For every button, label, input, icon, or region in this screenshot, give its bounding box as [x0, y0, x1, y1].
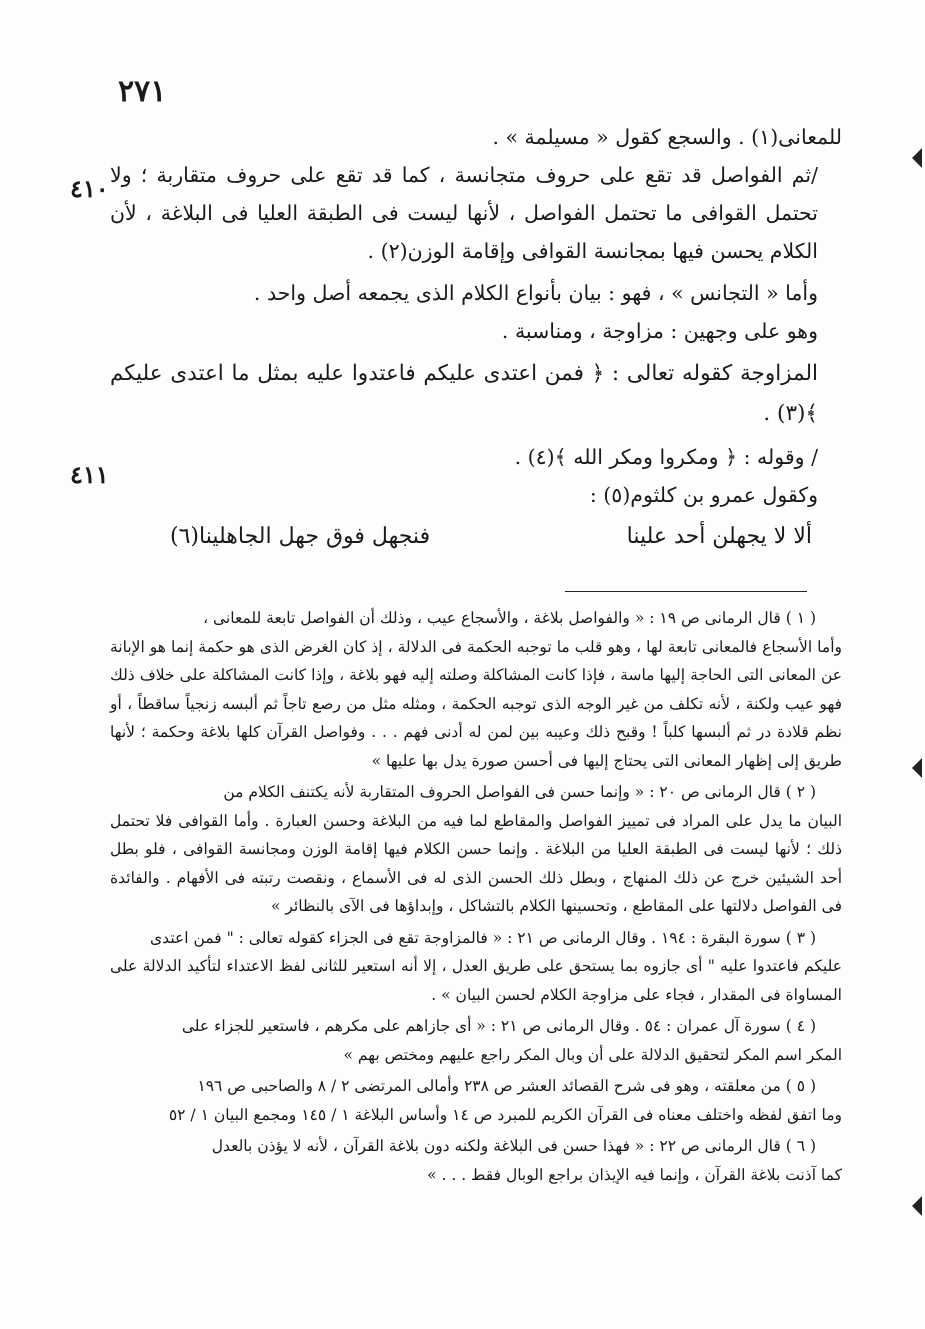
footnotes	[110, 604, 842, 1192]
footnote-2	[110, 778, 842, 921]
footnote-5	[110, 1072, 842, 1129]
footnote-4	[110, 1012, 842, 1069]
footnote-6-first-line: ( ٦ ) قال الرمانى ص ٢٢ : « فهذا حسن فى البلاغة ولكنه دون بلاغة القرآن ، لأنه لا يؤذن بالعدل	[211, 1137, 816, 1155]
margin-marker-icon	[912, 758, 922, 778]
margin-marker-icon	[912, 148, 922, 168]
footnote-1-body: وأما الأسجاع فالمعانى تابعة لها ، وهو قلب ما توجبه الحكمة فى الدلالة ، إذ كان الغرض الذى هو حكمة إنما هو الإبانة عن المعانى التى الحاجة إليها ماسة ، فإذا كانت المشاكلة وصلته إليه فهو بلاغة ، وإذا كانت المشاكلة على خلاف ذلك فهو عيب ولكنة ، لأنه تكلف من غير الوجه الذى توجبه الحكمة ، ومثله مثل من رصع تاجاً ثم ألبسه زنجياً ساقطاً ، أو نظم قلادة در ثم ألبسها كلباً ! وقبح ذلك وعيبه بين لمن له أدنى فهم . . . وفواصل القرآن كلها بلاغة وحكمة ؛ لأنها طريق إلى إظهار المعانى التى يحتاج إليها فى أحسن صورة يدل بها عليها »	[110, 637, 842, 770]
margin-number-410: ٤١٠	[70, 174, 109, 203]
footnote-5-body: وما اتفق لفظه واختلف معناه فى القرآن الكريم للمبرد ص ١٤ وأساس البلاغة ١ / ١٤٥ ومجمع البيان ١ / ٥٢	[168, 1105, 842, 1124]
footnote-4-body: المكر اسم المكر لتحقيق الدلالة على أن وبال المكر راجع عليهم ومختص بهم »	[343, 1045, 842, 1064]
paragraph-7: وكقول عمرو بن كلثوم(٥) :	[589, 483, 818, 507]
footnote-1	[110, 604, 842, 775]
paragraph-1: للمعانى(١) . والسجع كقول « مسيلمة » .	[492, 125, 842, 149]
footnote-3	[110, 924, 842, 1010]
margin-marker-icon	[912, 1196, 922, 1216]
poetry-verse	[110, 518, 842, 556]
page-number: ٢٧١	[118, 74, 167, 109]
footnote-3-first-line: ( ٣ ) سورة البقرة : ١٩٤ . وقال الرمانى ص ٢١ : « فالمزاوجة تقع فى الجزاء كقوله تعالى : " فمن اعتدى	[150, 928, 816, 947]
footnote-2-first-line: ( ٢ ) قال الرمانى ص ٢٠ : « وإنما حسن فى الفواصل الحروف المتقاربة لأنه يكتنف الكلام من	[223, 783, 816, 801]
paragraph-4: وهو على وجهين : مزاوجة ، ومناسبة .	[501, 319, 818, 343]
paragraph-2: /ثم الفواصل قد تقع على حروف متجانسة ، كما قد تقع على حروف متقاربة ؛ ولا تحتمل القوافى ما تحتمل الفواصل ، لأنها ليست فى الطبقة العليا فى البلاغة ، لأن الكلام يحسن فيها بمجانسة القوافى وإقامة الوزن(٢) .	[110, 163, 818, 263]
paragraph-6: / وقوله : ﴿ ومكروا ومكر الله ﴾(٤) .	[514, 445, 818, 469]
verse-first-hemistich: ألا لا يجهلن أحد علينا	[626, 524, 812, 549]
footnote-1-first-line: ( ١ ) قال الرمانى ص ١٩ : « والفواصل بلاغة ، والأسجاع عيب ، وذلك أن الفواصل تابعة للمعانى ،	[203, 609, 816, 627]
paragraph-3: وأما « التجانس » ، فهو : بيان بأنواع الكلام الذى يجمعه أصل واحد .	[253, 281, 818, 305]
footnote-5-first-line: ( ٥ ) من معلقته ، وهو فى شرح القصائد العشر ص ٢٣٨ وأمالى المرتضى ٢ / ٨ والصاحبى ص ١٩٦	[197, 1077, 816, 1095]
footnote-6-body: كما آذنت بلاغة القرآن ، وإنما فيه الإيذان براجع الوبال فقط . . . »	[427, 1165, 842, 1184]
footnote-separator	[565, 591, 807, 592]
margin-number-411: ٤١١	[70, 460, 109, 489]
footnote-2-body: البيان ما يدل على المراد فى تمييز الفواصل والمقاطع لما فيه من البلاغة وحسن العبارة . وأما القوافى فلا تحتمل ذلك ؛ لأنها ليست فى الطبقة العليا من البلاغة . وإنما حسن الكلام فيها إقامة الوزن ومجانسة القوافى ، فلو بطل أحد الشيئين خرج عن ذلك المنهاج ، وبطل ذلك الحسن الذى له فى الأسماع ، ونقصت رتبته فى الأفهام . والفائدة فى الفواصل دلالتها على المقاطع ، وتحسينها الكلام بالتشاكل ، وإبداؤها فى الآى بالنظائر »	[110, 811, 842, 915]
footnote-4-first-line: ( ٤ ) سورة آل عمران : ٥٤ . وقال الرمانى ص ٢١ : « أى جازاهم على مكرهم ، فاستعير للجزاء على	[181, 1017, 816, 1035]
main-text	[110, 118, 842, 556]
paragraph-5: المزاوجة كقوله تعالى : ﴿ فمن اعتدى عليكم فاعتدوا عليه بمثل ما اعتدى عليكم ﴾(٣) .	[110, 361, 818, 426]
verse-second-hemistich: فنجهل فوق جهل الجاهلينا(٦)	[170, 524, 431, 549]
footnote-3-body: عليكم فاعتدوا عليه " أى جازوه بما يستحق على طريق العدل ، إلا أنه استعير للثانى لفظ الاعتداء لتأكيد الدلالة على المساواة فى المقدار ، فجاء على مزاوجة الكلام لحسن البيان » .	[110, 957, 842, 1004]
footnote-6	[110, 1132, 842, 1189]
